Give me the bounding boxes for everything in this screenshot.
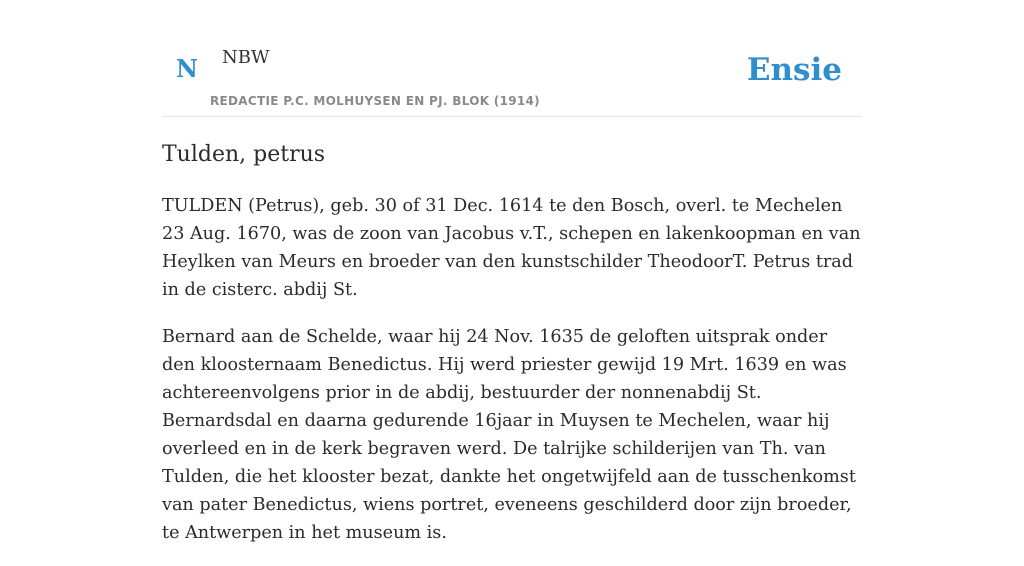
source-name[interactable]: NBW — [222, 47, 270, 68]
source-subtitle: REDACTIE P.C. MOLHUYSEN EN PJ. BLOK (1914) — [210, 94, 540, 108]
article-title: Tulden, petrus — [162, 142, 326, 167]
article-paragraph-2: Bernard aan de Schelde, waar hij 24 Nov. 1635 de geloften uitsprak onder den kloosternaam Benedictus. Hij werd priester gewijd 19 Mrt. 1639 en was achtereenvolgens prior in de abdij, bestuurder der nonnenabdij St. Bernardsdal en daarna gedurende 16jaar in Muysen te Mechelen, waar hij overleed en in de kerk begraven werd. De talrijke schilderijen van Th. van Tulden, die het klooster bezat, dankte het ongetwijfeld aan de tusschenkomst van pater Benedictus, wiens portret, eveneens geschilderd door zijn broeder, te Antwerpen in het museum is. — [162, 327, 856, 543]
source-logo-icon: N — [176, 54, 198, 83]
header — [162, 0, 862, 117]
article-body — [162, 192, 864, 566]
article-paragraph-1: TULDEN (Petrus), geb. 30 of 31 Dec. 1614 te den Bosch, overl. te Mechelen 23 Aug. 1670, was de zoon van Jacobus v.T., schepen en lakenkoopman en van Heylken van Meurs en broeder van den kunstschilder TheodoorT. Petrus trad in de cisterc. abdij St. — [162, 196, 861, 300]
brand-logo[interactable]: Ensie — [746, 52, 842, 88]
